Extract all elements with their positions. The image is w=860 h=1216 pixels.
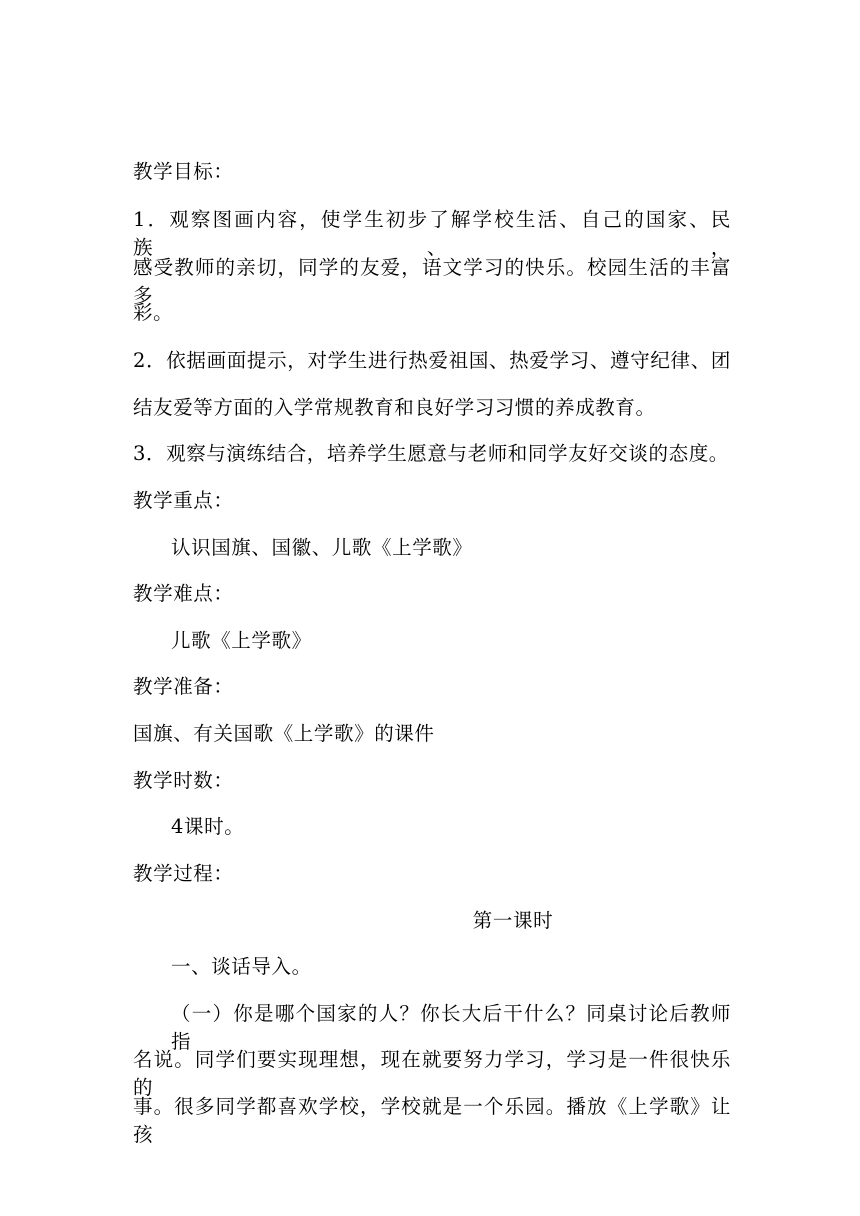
heading-hours: 教学时数： [133,769,234,792]
difficulties-text: 儿歌《上学歌》 [171,629,312,652]
heading-preparation: 教学准备： [133,675,234,698]
heading-objectives: 教学目标： [133,160,234,183]
key-points-text: 认识国旗、国徽、儿歌《上学歌》 [171,536,473,559]
section-intro: 一、谈话导入。 [171,955,312,978]
paragraph-line-1: （一）你是哪个国家的人？你长大后干什么？同桌讨论后教师指 [171,1002,731,1053]
objective-3: 3．观察与演练结合，培养学生愿意与老师和同学友好交谈的态度。 [133,442,729,465]
lesson-title: 第一课时 [472,909,554,932]
paragraph-line-3: 事。很多同学都喜欢学校，学校就是一个乐园。播放《上学歌》让孩 [133,1095,731,1146]
paragraph-line-2: 名说。同学们要实现理想，现在就要努力学习，学习是一件很快乐的 [133,1048,731,1099]
objective-1-line-1: 1．观察图画内容，使学生初步了解学校生活、自己的国家、民族、， [133,208,731,259]
objective-2-line-1: 2．依据画面提示，对学生进行热爱祖国、热爱学习、遵守纪律、团 [133,349,731,372]
preparation-text: 国旗、有关国歌《上学歌》的课件 [133,722,435,745]
objective-1-line-2: 感受教师的亲切，同学的友爱，语文学习的快乐。校园生活的丰富多 [133,256,731,307]
hours-text: 4课时。 [171,815,245,838]
heading-difficulties: 教学难点： [133,582,234,605]
heading-process: 教学过程： [133,862,234,885]
objective-2-line-2: 结友爱等方面的入学常规教育和良好学习习惯的养成教育。 [133,396,656,419]
heading-key-points: 教学重点： [133,489,234,512]
objective-1-line-3: 彩。 [133,301,174,324]
